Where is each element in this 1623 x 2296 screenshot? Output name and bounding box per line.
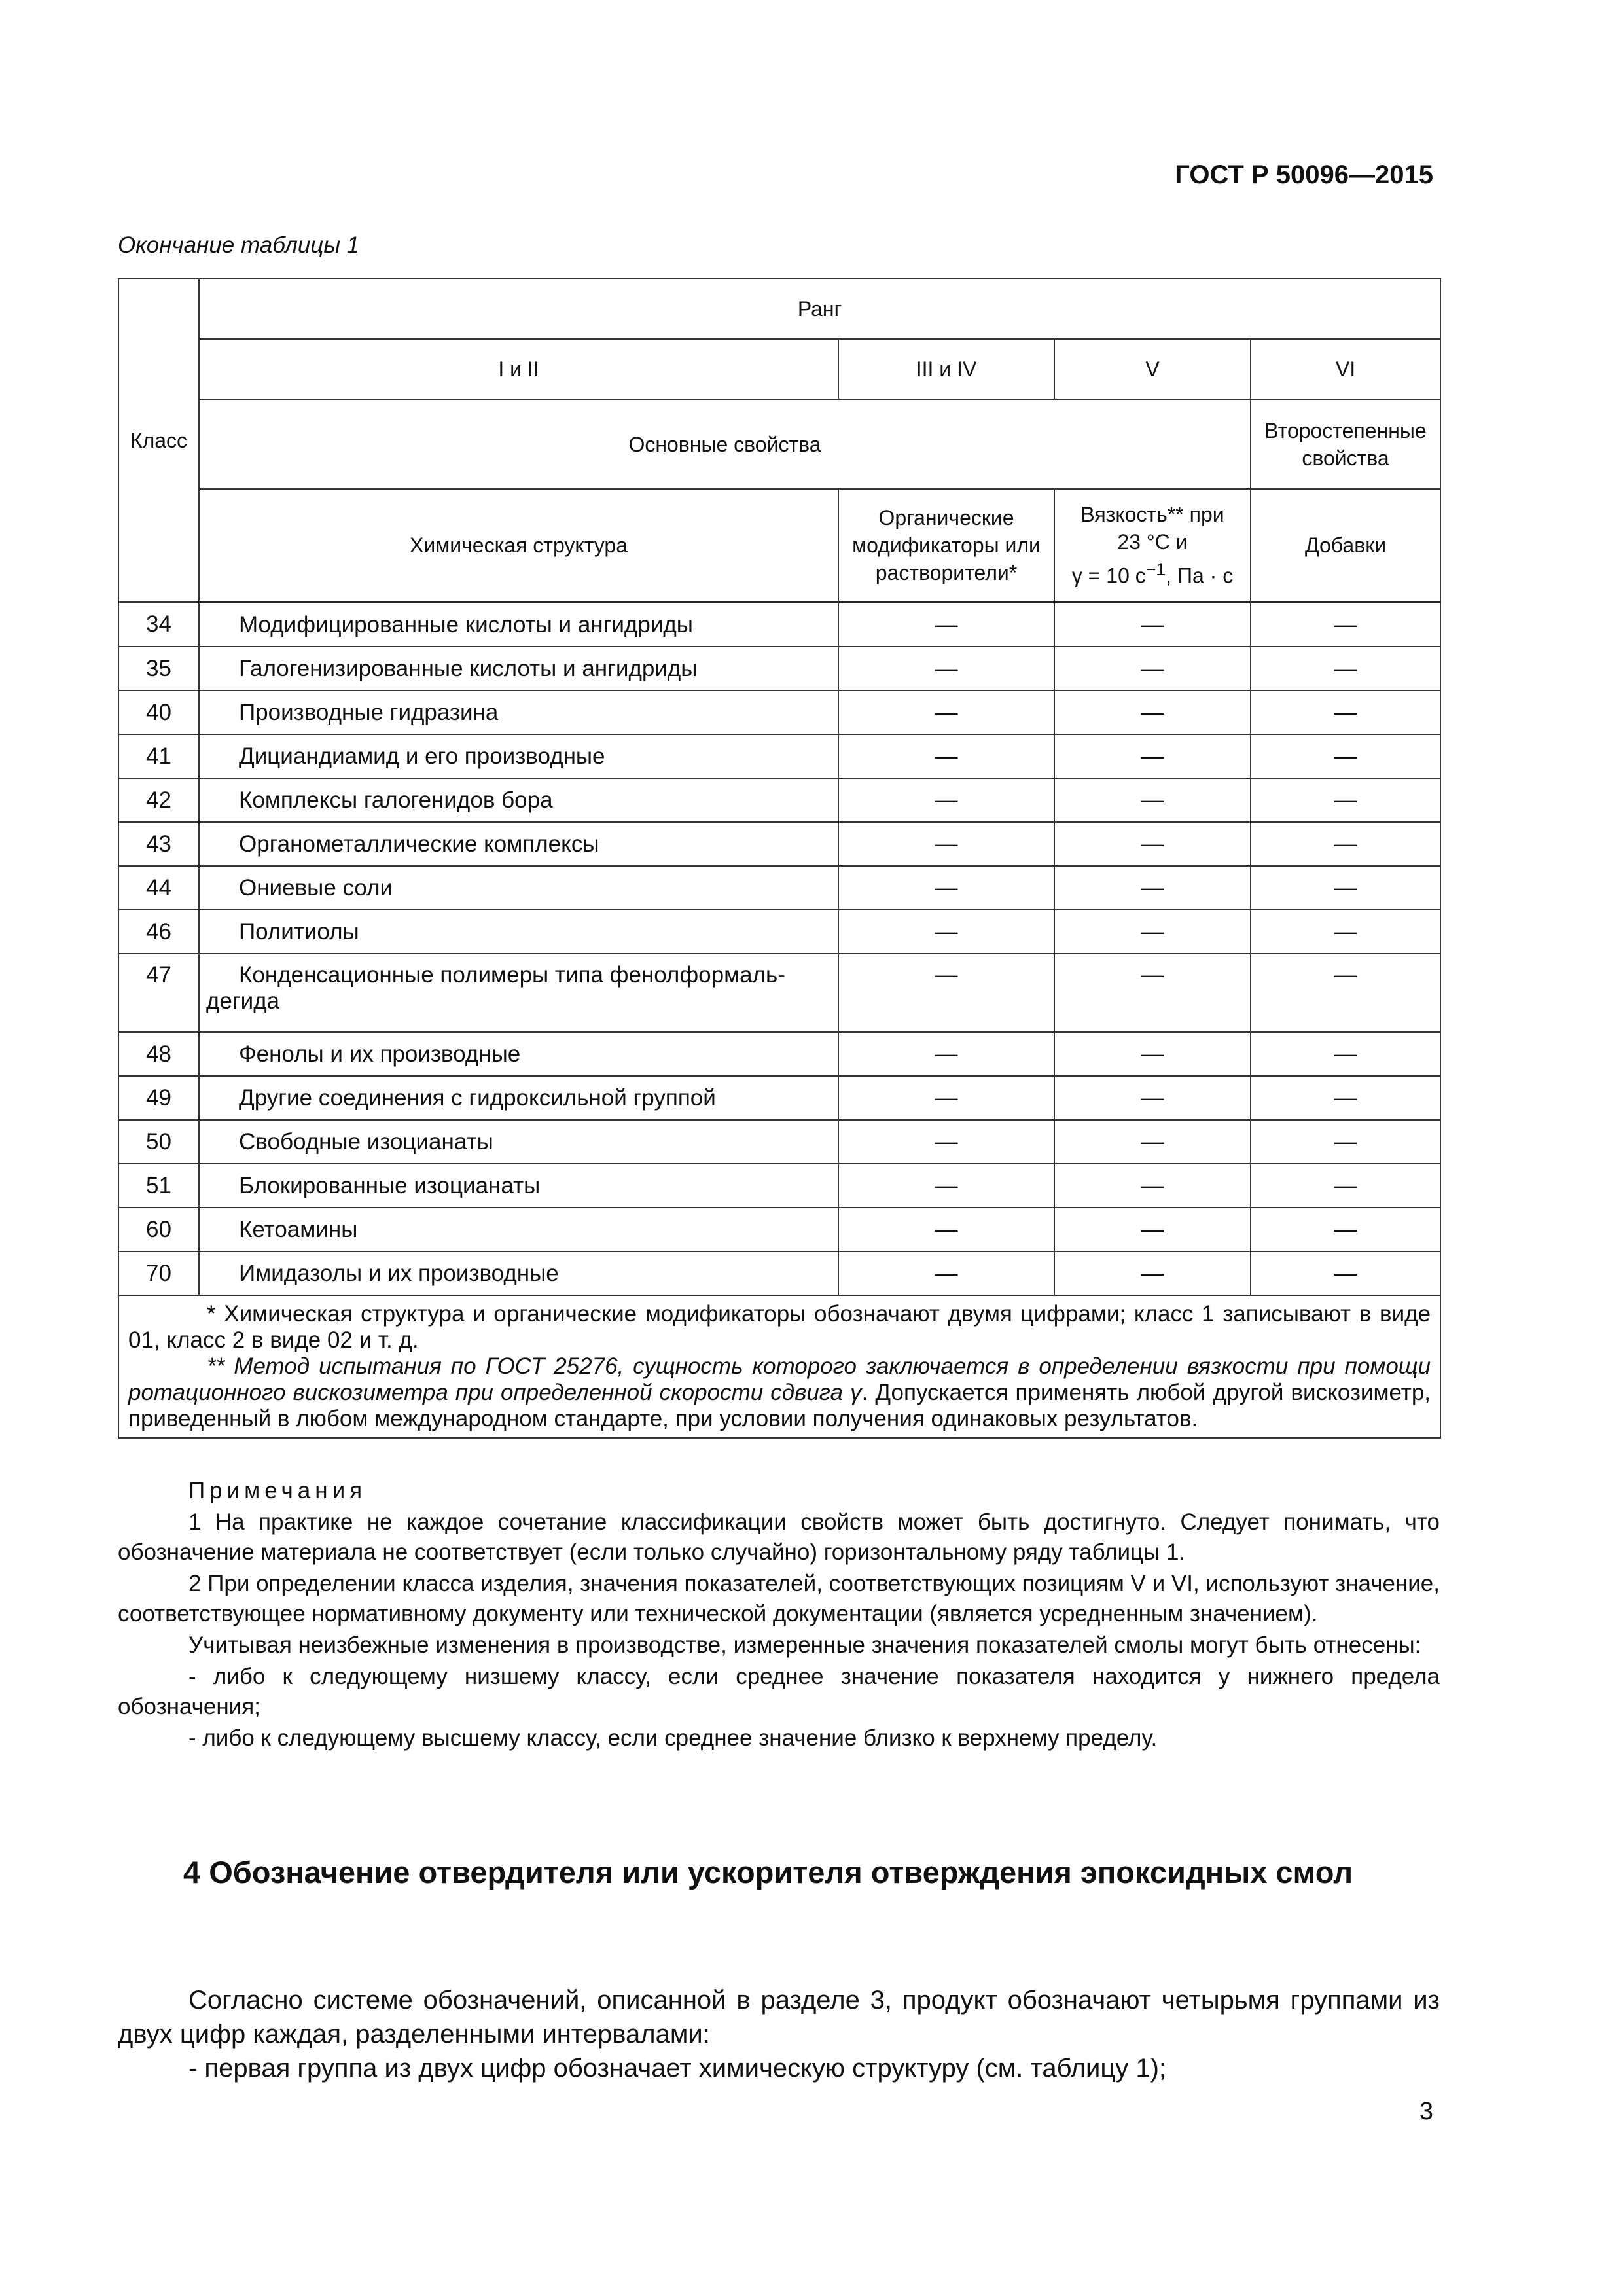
row-class: 40 xyxy=(118,691,199,734)
row-chemical-structure xyxy=(199,954,838,1032)
row-chemical-structure: Другие соединения с гидроксильной группой xyxy=(199,1076,838,1120)
row-viscosity: — xyxy=(1054,1164,1251,1208)
header-class: Класс xyxy=(118,279,199,602)
note-1: 1 На практике не каждое сочетание классификации свойств может быть достигнуто. Следует понимать, что обозначение материала не соответствует (если только случайно) горизонтальному ряду таблицы 1. xyxy=(118,1509,1440,1565)
row-viscosity: — xyxy=(1054,1251,1251,1295)
header-secondary-properties: Второстепенные свойства xyxy=(1251,399,1440,489)
row-chemical-structure: Имидазолы и их производные xyxy=(199,1251,838,1295)
footnote-1: * Химическая структура и органические модификаторы обозначают двумя цифрами; класс 1 записывают в виде 01, класс 2 в виде 02 и т. д. xyxy=(128,1301,1431,1353)
table-footnotes xyxy=(118,1295,1440,1438)
footnote-2 xyxy=(128,1354,1431,1432)
header-chemical-structure: Химическая структура xyxy=(199,489,838,602)
row-class: 47 xyxy=(118,954,199,1032)
note-5: - либо к следующему высшему классу, если среднее значение близко к верхнему пределу. xyxy=(188,1725,1158,1751)
header-organic-line1: Органические xyxy=(878,506,1014,529)
note-3: Учитывая неизбежные изменения в производстве, измеренные значения показателей смолы могут быть отнесены: xyxy=(188,1632,1421,1658)
row-chemical-structure-line1: Конденсационные полимеры типа фенолформаль- xyxy=(239,962,785,988)
section-body xyxy=(118,1983,1440,2085)
header-additives: Добавки xyxy=(1251,489,1440,602)
table-row xyxy=(118,691,1440,734)
row-additives: — xyxy=(1251,1120,1440,1164)
row-organic: — xyxy=(838,647,1054,691)
footnote-2-method: ** Метод испытания по ГОСТ 25276, сущность которого заключается в определении вязкости при помощи ротационного вискозиметра при определенной скорости сдвига γ xyxy=(128,1354,1431,1405)
row-class: 44 xyxy=(118,866,199,910)
header-rank-1-2: I и II xyxy=(199,339,838,399)
row-viscosity: — xyxy=(1054,910,1251,954)
header-rank-6: VI xyxy=(1251,339,1440,399)
section-paragraph-1: Согласно системе обозначений, описанной в разделе 3, продукт обозначают четырьмя группами из двух цифр каждая, разделенными интервалами: xyxy=(118,1986,1440,2049)
note-4: - либо к следующему низшему классу, если среднее значение показателя находится у нижнего предела обозначения; xyxy=(118,1664,1440,1719)
table-row xyxy=(118,866,1440,910)
row-class: 43 xyxy=(118,822,199,866)
table-row xyxy=(118,1251,1440,1295)
footnote-2-remark: . Допускается применять любой другой вискозиметр, приведенный в любом международном стандарте, при условии получения одинаковых результатов. xyxy=(128,1380,1431,1431)
row-class: 70 xyxy=(118,1251,199,1295)
header-viscosity-line1: Вязкость** при xyxy=(1080,503,1224,527)
row-viscosity: — xyxy=(1054,1032,1251,1076)
row-class: 48 xyxy=(118,1032,199,1076)
row-chemical-structure: Производные гидразина xyxy=(199,691,838,734)
row-additives: — xyxy=(1251,910,1440,954)
header-main-properties: Основные свойства xyxy=(199,399,1251,489)
table-row xyxy=(118,822,1440,866)
row-viscosity: — xyxy=(1054,602,1251,647)
row-additives: — xyxy=(1251,691,1440,734)
row-class: 46 xyxy=(118,910,199,954)
row-additives: — xyxy=(1251,954,1440,1032)
header-viscosity-exponent: −1 xyxy=(1145,560,1166,580)
row-organic: — xyxy=(838,1076,1054,1120)
row-chemical-structure: Модифицированные кислоты и ангидриды xyxy=(199,602,838,647)
row-organic: — xyxy=(838,1032,1054,1076)
row-class: 51 xyxy=(118,1164,199,1208)
row-viscosity: — xyxy=(1054,734,1251,778)
row-class: 41 xyxy=(118,734,199,778)
row-chemical-structure: Комплексы галогенидов бора xyxy=(199,778,838,822)
row-organic: — xyxy=(838,1208,1054,1251)
row-organic: — xyxy=(838,778,1054,822)
header-viscosity-line2: 23 °С и xyxy=(1117,530,1188,554)
row-chemical-structure: Ониевые соли xyxy=(199,866,838,910)
row-chemical-structure: Фенолы и их производные xyxy=(199,1032,838,1076)
row-viscosity: — xyxy=(1054,1208,1251,1251)
row-class: 50 xyxy=(118,1120,199,1164)
row-organic: — xyxy=(838,1164,1054,1208)
row-chemical-structure: Дициандиамид и его производные xyxy=(199,734,838,778)
row-viscosity: — xyxy=(1054,954,1251,1032)
table-caption: Окончание таблицы 1 xyxy=(118,232,360,258)
table-row xyxy=(118,647,1440,691)
header-organic-line3: растворители* xyxy=(875,561,1018,584)
row-chemical-structure: Свободные изоцианаты xyxy=(199,1120,838,1164)
row-class: 49 xyxy=(118,1076,199,1120)
row-chemical-structure: Политиолы xyxy=(199,910,838,954)
header-viscosity-line3: γ = 10 с xyxy=(1071,564,1146,588)
row-organic: — xyxy=(838,691,1054,734)
row-additives: — xyxy=(1251,1076,1440,1120)
notes-label: Примечания xyxy=(188,1478,367,1503)
row-viscosity: — xyxy=(1054,1076,1251,1120)
row-additives: — xyxy=(1251,1032,1440,1076)
table-row xyxy=(118,1208,1440,1251)
header-organic-line2: модификаторы или xyxy=(852,533,1041,557)
row-viscosity: — xyxy=(1054,778,1251,822)
row-organic: — xyxy=(838,954,1054,1032)
row-viscosity: — xyxy=(1054,691,1251,734)
row-additives: — xyxy=(1251,866,1440,910)
table-row xyxy=(118,954,1440,1032)
header-organic-modifiers xyxy=(838,489,1054,602)
header-rank-3-4: III и IV xyxy=(838,339,1054,399)
row-chemical-structure: Органометаллические комплексы xyxy=(199,822,838,866)
header-rank-5: V xyxy=(1054,339,1251,399)
row-organic: — xyxy=(838,602,1054,647)
row-additives: — xyxy=(1251,734,1440,778)
row-additives: — xyxy=(1251,1208,1440,1251)
row-organic: — xyxy=(838,910,1054,954)
row-additives: — xyxy=(1251,1164,1440,1208)
row-organic: — xyxy=(838,734,1054,778)
row-viscosity: — xyxy=(1054,1120,1251,1164)
section-title: 4 Обозначение отвердителя или ускорителя отверждения эпоксидных смол xyxy=(183,1855,1353,1890)
table-row xyxy=(118,1076,1440,1120)
row-organic: — xyxy=(838,1120,1054,1164)
table-row xyxy=(118,778,1440,822)
table-row xyxy=(118,734,1440,778)
row-organic: — xyxy=(838,822,1054,866)
row-organic: — xyxy=(838,1251,1054,1295)
row-additives: — xyxy=(1251,647,1440,691)
document-code: ГОСТ Р 50096—2015 xyxy=(1175,160,1433,189)
row-class: 34 xyxy=(118,602,199,647)
note-2: 2 При определении класса изделия, значения показателей, соответствующих позициям V и VI, используют значение, соответствующее нормативному документу или технической документации (является усредненным значением). xyxy=(118,1571,1440,1626)
row-chemical-structure-line2: дегида xyxy=(206,988,280,1014)
header-viscosity-unit: , Па · с xyxy=(1166,564,1234,588)
row-chemical-structure: Галогенизированные кислоты и ангидриды xyxy=(199,647,838,691)
row-class: 60 xyxy=(118,1208,199,1251)
row-additives: — xyxy=(1251,822,1440,866)
row-additives: — xyxy=(1251,1251,1440,1295)
table-row xyxy=(118,910,1440,954)
row-viscosity: — xyxy=(1054,647,1251,691)
row-additives: — xyxy=(1251,602,1440,647)
row-organic: — xyxy=(838,866,1054,910)
table-footnotes-row xyxy=(118,1295,1440,1438)
row-viscosity: — xyxy=(1054,822,1251,866)
section-paragraph-2: - первая группа из двух цифр обозначает химическую структуру (см. таблицу 1); xyxy=(188,2054,1167,2083)
row-chemical-structure: Блокированные изоцианаты xyxy=(199,1164,838,1208)
row-chemical-structure: Кетоамины xyxy=(199,1208,838,1251)
classification-table xyxy=(118,278,1441,1439)
table-row xyxy=(118,1164,1440,1208)
row-additives: — xyxy=(1251,778,1440,822)
header-viscosity xyxy=(1054,489,1251,602)
table-row xyxy=(118,1120,1440,1164)
table-row xyxy=(118,1032,1440,1076)
row-class: 42 xyxy=(118,778,199,822)
notes-section xyxy=(118,1476,1440,1755)
page-number: 3 xyxy=(1419,2098,1433,2125)
row-viscosity: — xyxy=(1054,866,1251,910)
header-rank: Ранг xyxy=(199,279,1440,339)
row-class: 35 xyxy=(118,647,199,691)
table-row xyxy=(118,602,1440,647)
